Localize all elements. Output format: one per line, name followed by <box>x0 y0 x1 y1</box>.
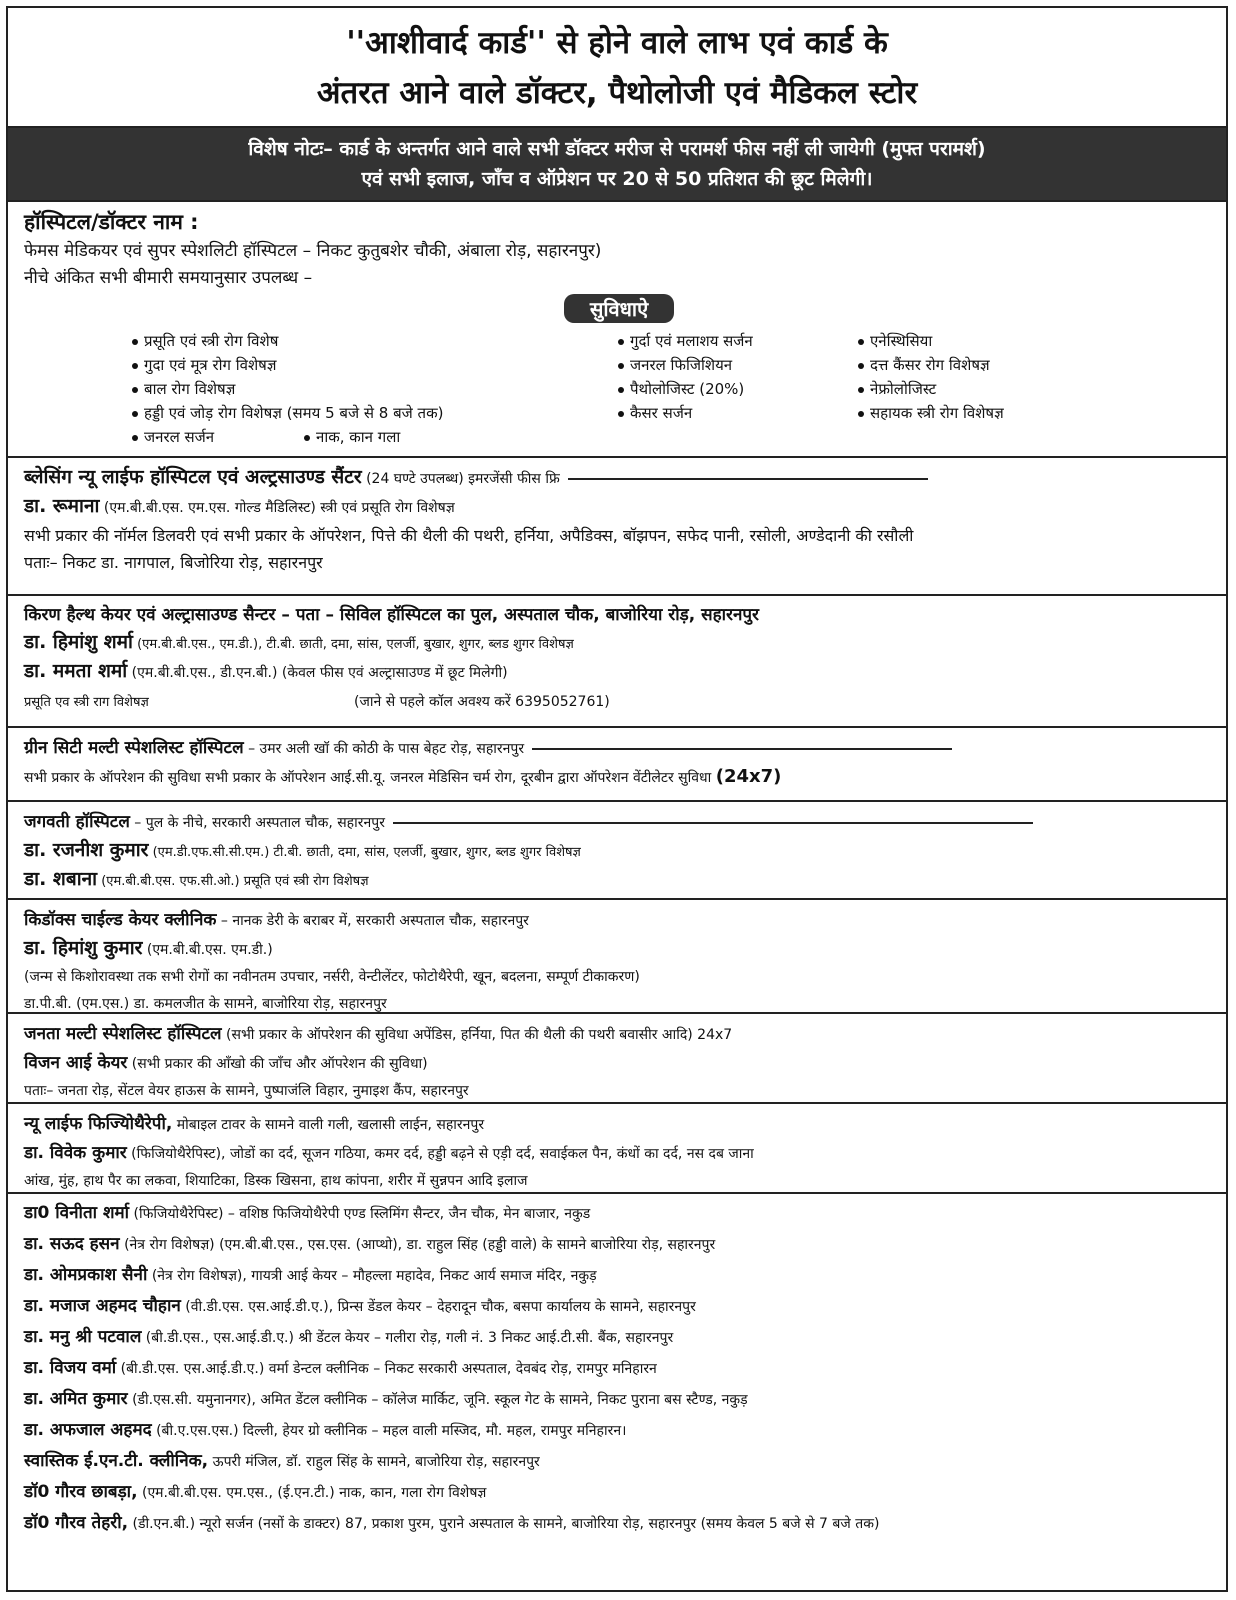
list-item: डा0 विनीता शर्मा (फिजियोथैरेपिस्ट) – वशिष्ठ फिजियोथैरेपी एण्ड स्लिमिंग सैन्टर, जैन चौक, मेन बाजार, नकुड <box>24 1203 591 1223</box>
doctor-info: (एम.डी.एफ.सी.सी.एम.) टी.बी. छाती, दमा, सांस, एलर्जी, बुखार, शुगर, ब्लड शुगर विशेषज्ञ <box>148 845 581 860</box>
title-line-2: अंतरत आने वाले डॉक्टर, पैथोलोजी एवं मैडिकल स्टोर <box>316 75 918 111</box>
bullet-icon <box>858 363 864 369</box>
physio-name: न्यू लाईफ फिज्यिोथैरेपी, <box>24 1114 173 1134</box>
vision-info: (सभी प्रकार की आँखो की जाँच और ऑपरेशन की सुविधा) <box>127 1056 428 1072</box>
hospital-address: – उमर अली खॉ की कोठी के पास बेहट रोड़, सहारनपुर <box>243 741 525 757</box>
list-item: डा. मजाज अहमद चौहान (वी.डी.एस. एस.आई.डी.ए.), प्रिन्स डेंडल केयर – देहरादून चौक, बसपा कार्यालय के सामने, सहारनपुर <box>24 1296 696 1316</box>
green-city-block <box>8 726 1226 800</box>
services-line: सभी प्रकार की नॉर्मल डिलवरी एवं सभी प्रकार के ऑपरेशन, पित्ते की थैली की पथरी, हर्निया, अपैडिक्स, बॉझपन, सफेद पानी, रसोली, अण्डेदानी की रसौली <box>24 526 914 545</box>
list-item: डा. ओमप्रकाश सैनी (नेत्र रोग विशेषज्ञ), गायत्री आई केयर – मौहल्ला महादेव, निकट आर्य समाज मंदिर, नकुड़ <box>24 1265 597 1285</box>
facility-item: सहायक स्त्री रोग विशेषज्ञ <box>858 401 1004 425</box>
facility-item: नाक, कान गला <box>304 425 400 449</box>
specialty: प्रसूति एव स्त्री राग विशेषज्ञ <box>24 695 149 710</box>
hospital-address: – पुल के नीचे, सरकारी अस्पताल चौक, सहारनपुर <box>129 815 385 831</box>
hospital-header <box>24 1020 1214 1049</box>
doctor-name: डा. हिमांशु शर्मा <box>24 631 133 653</box>
facilities-list <box>24 329 1214 446</box>
facility-item: प्रसूति एवं स्त्री रोग विशेष <box>132 329 278 353</box>
treatments-line: आंख, मुंह, हाथ पैर का लकवा, शियाटिका, डिस्क खिसना, हाथ कांपना, शरीर में सुन्नपन आदि इलाज <box>24 1173 528 1189</box>
doctor-name: डा. हिमांशु कुमार <box>24 937 143 959</box>
doctor-info: (फिजियोथैरेपिस्ट), जोडों का दर्द, सूजन गठिया, कमर दर्द, हड्डी बढ़ने से एड़ी दर्द, सवाईकल पैन, कंधों का दर्द, नस दब जाना <box>126 1146 754 1162</box>
hospital-name: ब्लेसिंग न्यू लाईफ हॉस्पिटल एवं अल्ट्रसाउण्ड सैंटर <box>24 466 362 488</box>
clinic-header <box>24 906 1214 935</box>
list-item: डा. सऊद हसन (नेत्र रोग विशेषज्ञ) (एम.बी.बी.एस., एस.एस. (आप्थो), डा. राहुल सिंह (हड्डी वाले) के सामने बाजोरिया रोड़, सहारनपुर <box>24 1234 716 1254</box>
doctor-list-block <box>8 1192 1226 1533</box>
doctor-name: डा. ममता शर्मा <box>24 660 128 682</box>
physio-address: मोबाइल टावर के सामने वाली गली, खलासी लाईन, सहारनपुर <box>172 1117 485 1133</box>
specialty-line <box>24 687 1214 716</box>
hospital-name: किरण हैल्थ केयर एवं अल्ट्रासाउण्ड सैन्टर – पता – सिविल हॉस्पिटल का पुल, अस्पताल चौक, बाजोरिया रोड़, सहारनपुर <box>24 605 760 625</box>
hospital-services: (सभी प्रकार के ऑपरेशन की सुविधा अपेंडिस, हर्निया, पित की थैली की पथरी बवासीर आदि) 24x7 <box>221 1027 733 1043</box>
jagwati-hospital-block <box>8 800 1226 898</box>
kidocs-clinic-block <box>8 898 1226 1012</box>
doctor-info: (एम.बी.बी.एस. एम.डी.) <box>142 942 273 958</box>
doctor-line <box>24 629 1214 658</box>
doctor-line <box>24 1139 1214 1168</box>
physio-header <box>24 1110 1214 1139</box>
facility-item: जनरल सर्जन <box>132 425 214 449</box>
doctor-line <box>24 493 1214 522</box>
divider <box>568 478 928 480</box>
facility-item: कैसर सर्जन <box>618 401 692 425</box>
title-line-1: ''आशीवार्द कार्ड'' से होने वाले लाभ एवं कार्ड के <box>346 25 888 61</box>
doctor-info: (एम.बी.बी.एस., डी.एन.बी.) (केवल फीस एवं अल्ट्रासाउण्ड में छूट मिलेगी) <box>127 665 508 681</box>
address-line: पताः– जनता रोड़, सेंटल वेयर हाऊस के सामने, पुष्पाजंलि विहार, नुमाइश कैंप, सहारनपुर <box>24 1083 469 1099</box>
facility-item: गुर्दा एवं मलाशय सर्जन <box>618 329 753 353</box>
bullet-icon <box>618 339 624 345</box>
hospital-name: जनता मल्टी स्पेशलिस्ट हॉस्पिटल <box>24 1024 222 1044</box>
advertisement-page <box>6 6 1228 1592</box>
facility-item: जनरल फिजिशियन <box>618 353 732 377</box>
bullet-icon <box>858 339 864 345</box>
doctor-line <box>24 866 1214 895</box>
call-note: (जाने से पहले कॉल अवश्य करें 6395052761) <box>354 694 610 710</box>
list-item: डा. विजय वर्मा (बी.डी.एस. एस.आई.डी.ए.) वर्मा डेन्टल क्लीनिक – निकट सरकारी अस्पताल, देवबंद रोड़, रामपुर मनिहारन <box>24 1358 657 1378</box>
divider <box>393 822 1033 824</box>
list-item: डॉ0 गौरव तेहरी, (डी.एन.बी.) न्यूरो सर्जन (नसों के डाक्टर) 87, प्रकाश पुरम, पुराने अस्पताल के सामने, बाजोरिया रोड़, सहारनपुर (समय केवल 5 बजे से 7 बजे तक) <box>24 1513 880 1533</box>
hospital-header <box>24 808 1214 837</box>
doctor-line: डा.पी.बी. (एम.एस.) डा. कमलजीत के सामने, बाजोरिया रोड़, सहारनपुर <box>24 996 387 1012</box>
list-item: डा. अमित कुमार (डी.एस.सी. यमुनानगर), अमित डेंटल क्लीनिक – कॉलेज मार्किट, जूनि. स्कूल गेट के सामने, निकट पुराना बस स्टैण्ड, नकुड़ <box>24 1389 748 1409</box>
clinic-name: किडॉक्स चाईल्ड केयर क्लीनिक <box>24 910 217 930</box>
bullet-icon <box>858 411 864 417</box>
kiran-health-block <box>8 594 1226 726</box>
page-title <box>8 8 1226 128</box>
list-item: डा. अफजाल अहमद (बी.ए.एस.एस.) दिल्ली, हेयर ग्रो क्लीनिक – महल वाली मस्जिद, मौ. महल, रामपुर मनिहारन। <box>24 1420 627 1440</box>
facility-item: दत्त कैंसर रोग विशेषज्ञ <box>858 353 990 377</box>
bullet-icon <box>304 435 310 441</box>
facility-item: बाल रोग विशेषज्ञ <box>132 377 235 401</box>
list-item: डा. मनु श्री पटवाल (बी.डी.एस., एस.आई.डी.ए.) श्री डेंटल केयर – गलीरा रोड़, गली नं. 3 निकट आई.टी.सी. बैंक, सहारनपुर <box>24 1327 674 1347</box>
doctor-line <box>24 658 1214 687</box>
vision-line <box>24 1049 1214 1078</box>
blessing-header <box>24 464 1214 493</box>
doctor-info: (एम.बी.बी.एस., एम.डी.), टी.बी. छाती, दमा, सांस, एलर्जी, बुखार, शुगर, ब्लड शुगर विशेषज्ञ <box>132 637 574 652</box>
famous-hospital-block <box>8 200 1226 456</box>
bullet-icon <box>858 387 864 393</box>
clinic-address: – नानक डेरी के बराबर में, सरकारी अस्पताल चौक, सहारनपुर <box>216 913 529 929</box>
section-heading: हॉस्पिटल/डॉक्टर नाम : <box>24 210 199 234</box>
bullet-icon <box>132 387 138 393</box>
services-line: (जन्म से किशोरावस्था तक सभी रोगों का नवीनतम उपचार, नर्सरी, वेन्टीलेंटर, फोटोथैरेपी, खून, बदलना, सम्पूर्ण टीकाकरण) <box>24 969 640 985</box>
bullet-icon <box>132 435 138 441</box>
bullet-icon <box>618 363 624 369</box>
physio-block <box>8 1102 1226 1192</box>
doctor-line <box>24 935 1214 964</box>
janta-hospital-block <box>8 1012 1226 1102</box>
bullet-icon <box>132 363 138 369</box>
bullet-icon <box>132 411 138 417</box>
hours-label: (24x7) <box>715 766 782 787</box>
bullet-icon <box>618 387 624 393</box>
doctor-name: डा. विवेक कुमार <box>24 1143 127 1163</box>
facility-item: नेफ्रोलोजिस्ट <box>858 377 936 401</box>
note-line-2: एवं सभी इलाज, जाँच व ऑप्रेशन पर 20 से 50 प्रतिशत की छूट मिलेगी। <box>361 168 873 190</box>
doctor-line <box>24 837 1214 866</box>
facility-item: एनेस्थिसिया <box>858 329 932 353</box>
doctor-info: (एम.बी.बी.एस. एम.एस. गोल्ड मैडिलिस्ट) स्त्री एवं प्रसूति रोग विशेषज्ञ <box>99 500 455 516</box>
facility-item: हड्डी एवं जोड़ रोग विशेषज्ञ (समय 5 बजे से 8 बजे तक) <box>132 401 443 425</box>
doctor-name: डा. रजनीश कुमार <box>24 839 149 861</box>
list-item: स्वास्तिक ई.एन.टी. क्लीनिक, ऊपरी मंजिल, डॉ. राहुल सिंह के सामने, बाजोरिया रोड़, सहारनपुर <box>24 1451 540 1471</box>
facility-item: पैथोलोजिस्ट (20%) <box>618 377 744 401</box>
special-note-banner <box>8 128 1226 200</box>
facility-item: गुदा एवं मूत्र रोग विशेषज्ञ <box>132 353 276 377</box>
doctor-name: डा. रूमाना <box>24 495 100 517</box>
doctor-name: डा. शबाना <box>24 868 98 890</box>
vision-name: विजन आई केयर <box>24 1053 128 1073</box>
famous-availability: नीचे अंकित सभी बीमारी समयानुसार उपलब्ध – <box>24 268 313 288</box>
list-item: डॉ0 गौरव छाबड़ा, (एम.बी.बी.एस. एम.एस., (ई.एन.टी.) नाक, कान, गला रोग विशेषज्ञ <box>24 1482 487 1502</box>
hospital-header <box>24 734 1214 763</box>
bullet-icon <box>132 339 138 345</box>
note-line-1: विशेष नोटः– कार्ड के अन्तर्गत आने वाले सभी डॉक्टर मरीज से परामर्श फीस नहीं ली जायेगी (मुफ्त परामर्श) <box>248 138 986 160</box>
divider <box>532 748 952 750</box>
facilities-badge: सुविधाऐ <box>564 294 674 323</box>
hospital-name: जगवती हॉस्पिटल <box>24 812 130 832</box>
doctor-info: (एम.बी.बी.एस. एफ.सी.ओ.) प्रसूति एवं स्त्री रोग विशेषज्ञ <box>97 874 369 889</box>
blessing-hospital-block <box>8 456 1226 594</box>
services-line: सभी प्रकार के ऑपरेशन की सुविधा सभी प्रकार के ऑपरेशन आई.सी.यू. जनरल मेडिसिन चर्म रोग, दूरबीन द्वारा ऑपरेशन वेंटीलेटर सुविधा (24x7) <box>24 766 782 787</box>
famous-name-address: फेमस मेडिकयर एवं सुपर स्पेशलिटी हॉस्पिटल – निकट कुतुबशेर चौकी, अंबाला रोड़, सहारनपुर) <box>24 241 602 261</box>
hospital-note: (24 घण्टे उपलब्ध) इमरजेंसी फीस फ्रि <box>361 471 560 487</box>
hospital-name: ग्रीन सिटी मल्टी स्पेशलिस्ट हॉस्पिटल <box>24 738 244 758</box>
address-line: पताः– निकट डा. नागपाल, बिजोरिया रोड़, सहारनपुर <box>24 553 323 572</box>
bullet-icon <box>618 411 624 417</box>
